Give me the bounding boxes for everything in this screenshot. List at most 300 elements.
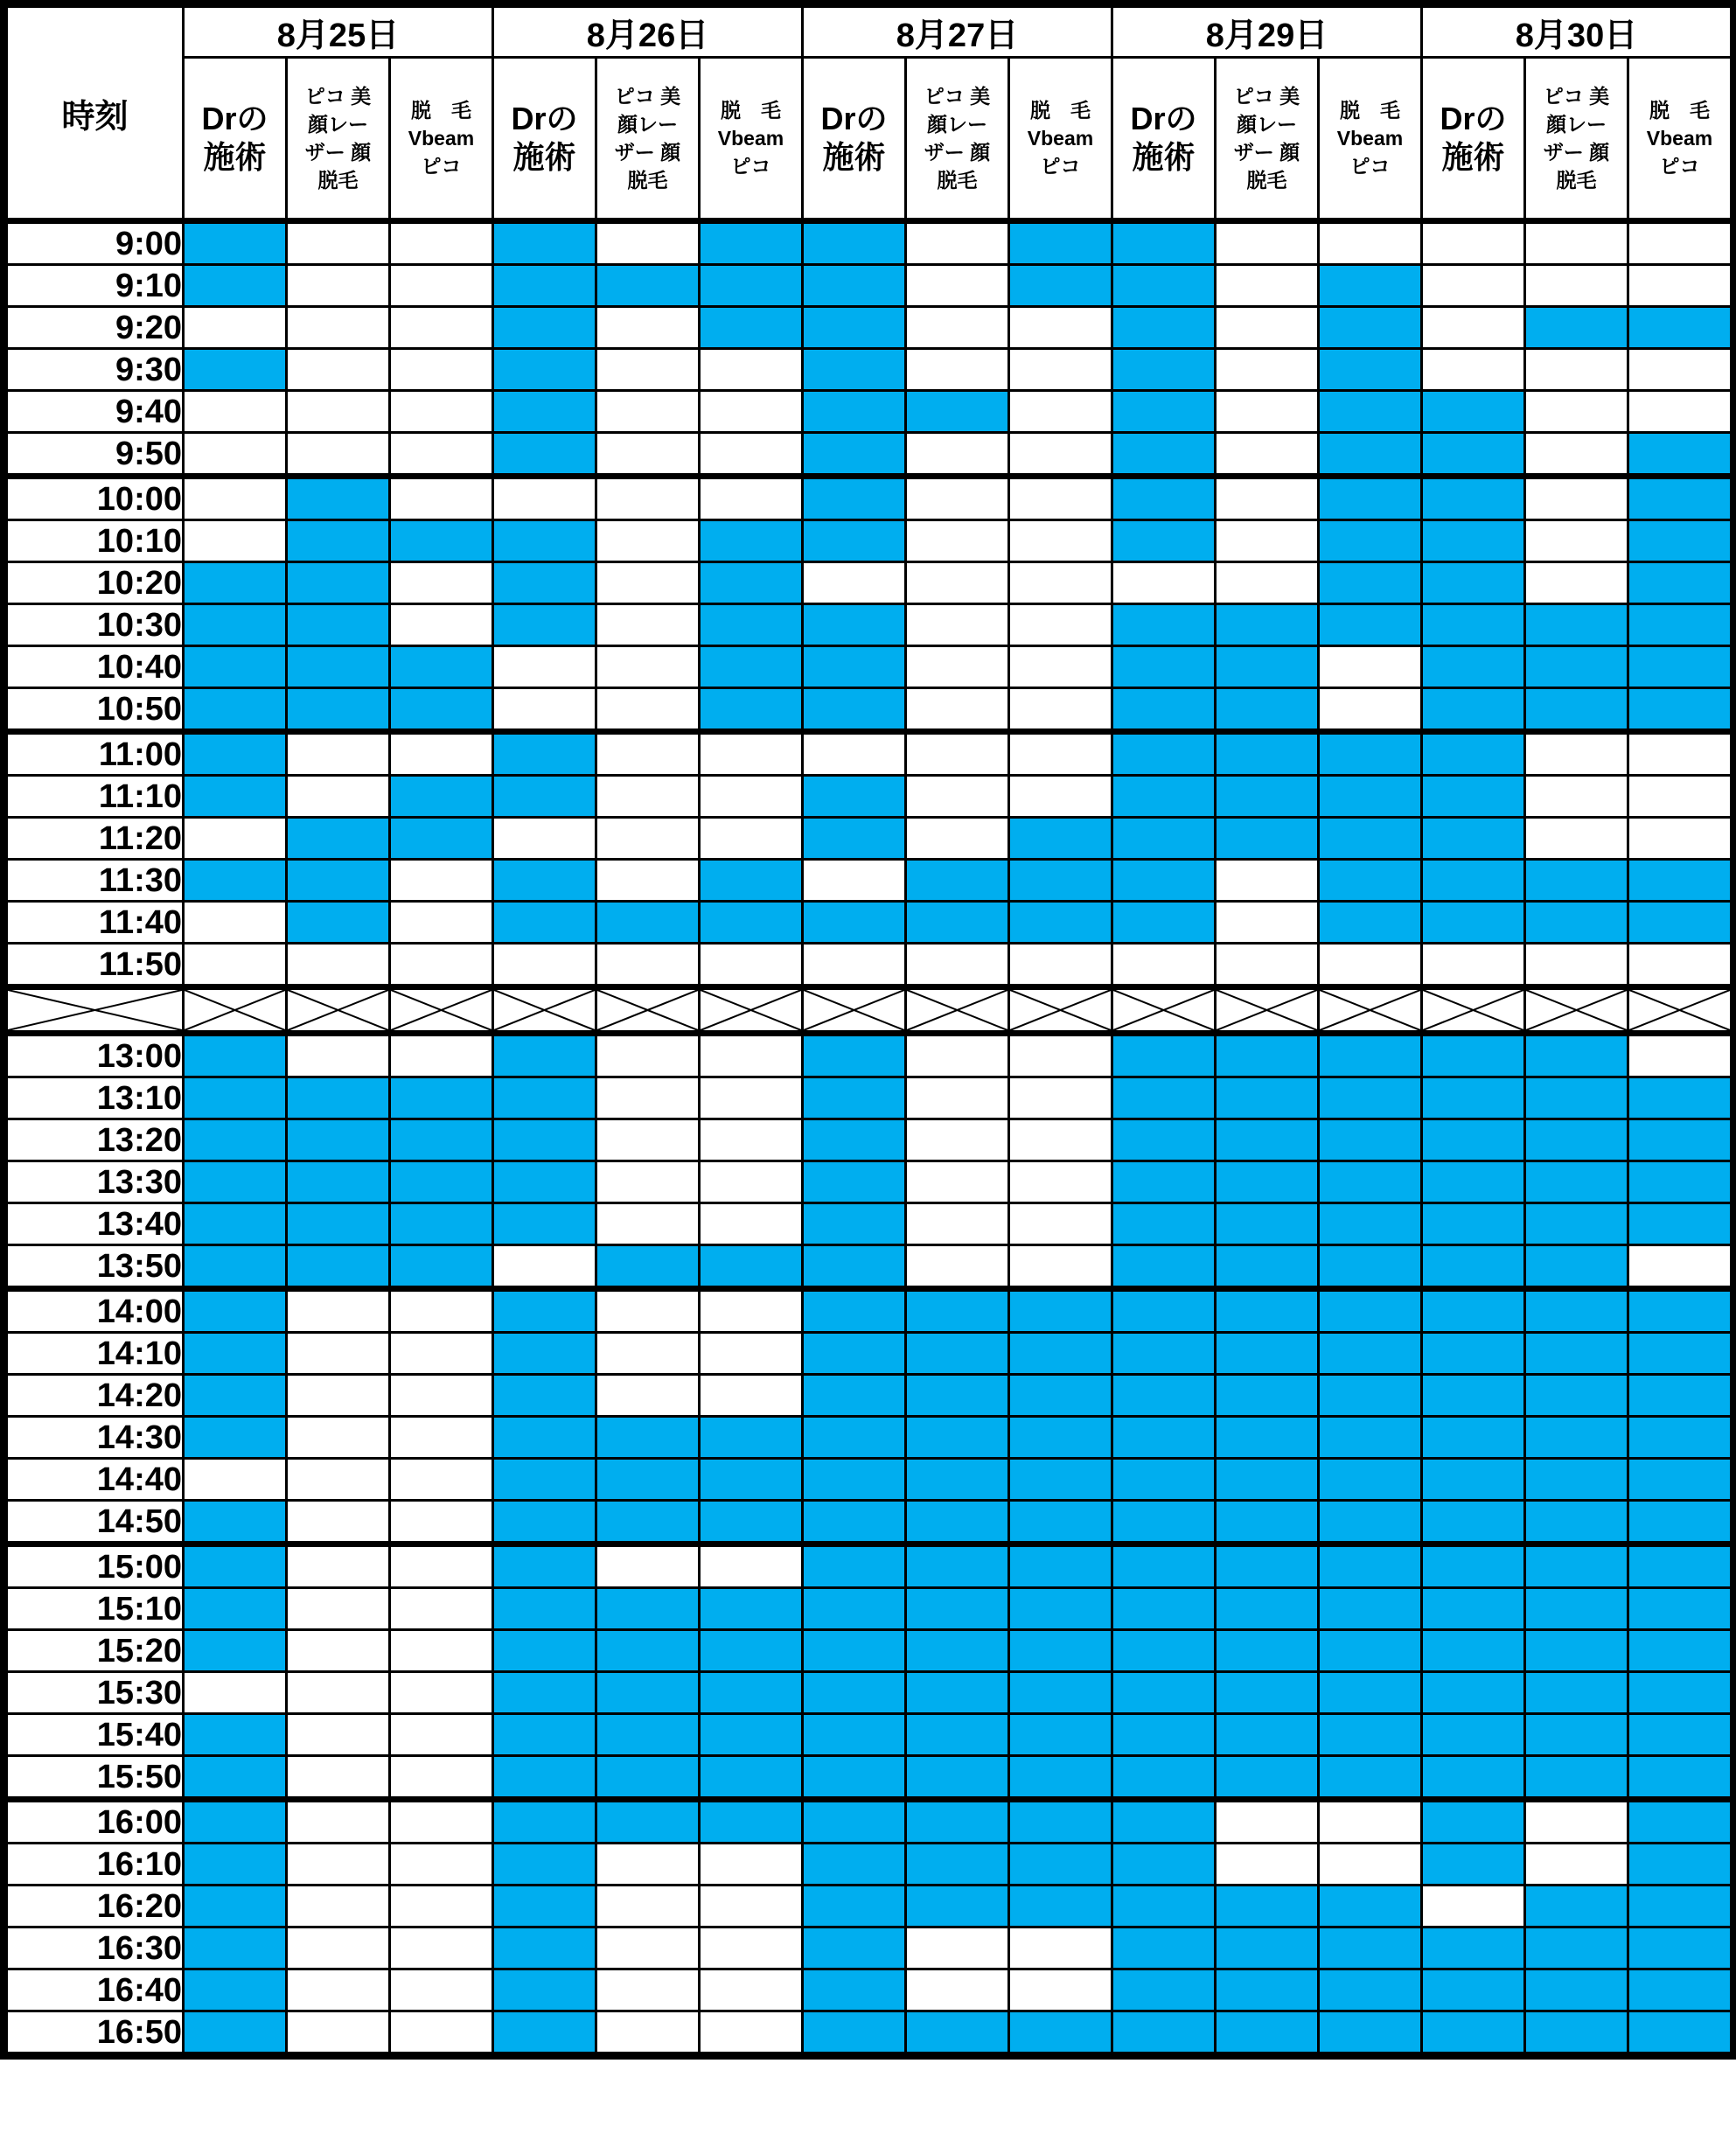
free-slot-cell[interactable] [1628, 349, 1732, 391]
booked-slot-cell[interactable] [287, 1119, 390, 1161]
booked-slot-cell[interactable] [1216, 1630, 1319, 1672]
booked-slot-cell[interactable] [1009, 860, 1112, 902]
booked-slot-cell[interactable] [1525, 1119, 1628, 1161]
booked-slot-cell[interactable] [700, 221, 803, 265]
booked-slot-cell[interactable] [906, 1501, 1009, 1544]
free-slot-cell[interactable] [1009, 776, 1112, 818]
booked-slot-cell[interactable] [493, 1034, 596, 1077]
free-slot-cell[interactable] [906, 221, 1009, 265]
booked-slot-cell[interactable] [493, 1333, 596, 1375]
booked-slot-cell[interactable] [493, 1844, 596, 1886]
booked-slot-cell[interactable] [803, 1800, 906, 1844]
booked-slot-cell[interactable] [390, 688, 493, 732]
booked-slot-cell[interactable] [287, 1245, 390, 1289]
booked-slot-cell[interactable] [1112, 1203, 1216, 1245]
booked-slot-cell[interactable] [596, 1672, 700, 1714]
booked-slot-cell[interactable] [1009, 1588, 1112, 1630]
free-slot-cell[interactable] [390, 1800, 493, 1844]
booked-slot-cell[interactable] [700, 1588, 803, 1630]
booked-slot-cell[interactable] [1112, 860, 1216, 902]
booked-slot-cell[interactable] [493, 1800, 596, 1844]
free-slot-cell[interactable] [906, 562, 1009, 604]
free-slot-cell[interactable] [390, 562, 493, 604]
booked-slot-cell[interactable] [1009, 1672, 1112, 1714]
booked-slot-cell[interactable] [1319, 1886, 1422, 1927]
free-slot-cell[interactable] [906, 307, 1009, 349]
free-slot-cell[interactable] [493, 688, 596, 732]
free-slot-cell[interactable] [184, 944, 287, 987]
booked-slot-cell[interactable] [184, 1501, 287, 1544]
free-slot-cell[interactable] [390, 1886, 493, 1927]
booked-slot-cell[interactable] [493, 1417, 596, 1459]
free-slot-cell[interactable] [390, 1630, 493, 1672]
booked-slot-cell[interactable] [1112, 520, 1216, 562]
free-slot-cell[interactable] [1009, 477, 1112, 520]
booked-slot-cell[interactable] [596, 1630, 700, 1672]
booked-slot-cell[interactable] [1112, 604, 1216, 646]
free-slot-cell[interactable] [1319, 646, 1422, 688]
booked-slot-cell[interactable] [184, 776, 287, 818]
booked-slot-cell[interactable] [596, 1417, 700, 1459]
free-slot-cell[interactable] [1009, 307, 1112, 349]
booked-slot-cell[interactable] [287, 902, 390, 944]
free-slot-cell[interactable] [493, 944, 596, 987]
booked-slot-cell[interactable] [700, 520, 803, 562]
booked-slot-cell[interactable] [1422, 1800, 1525, 1844]
booked-slot-cell[interactable] [1422, 646, 1525, 688]
booked-slot-cell[interactable] [803, 1844, 906, 1886]
booked-slot-cell[interactable] [803, 477, 906, 520]
free-slot-cell[interactable] [700, 1034, 803, 1077]
booked-slot-cell[interactable] [1216, 1588, 1319, 1630]
booked-slot-cell[interactable] [1525, 1459, 1628, 1501]
booked-slot-cell[interactable] [1319, 1630, 1422, 1672]
booked-slot-cell[interactable] [1112, 477, 1216, 520]
booked-slot-cell[interactable] [700, 902, 803, 944]
free-slot-cell[interactable] [1628, 732, 1732, 776]
free-slot-cell[interactable] [906, 1245, 1009, 1289]
free-slot-cell[interactable] [700, 349, 803, 391]
free-slot-cell[interactable] [906, 1927, 1009, 1969]
booked-slot-cell[interactable] [1422, 1672, 1525, 1714]
booked-slot-cell[interactable] [1628, 1417, 1732, 1459]
booked-slot-cell[interactable] [493, 1630, 596, 1672]
free-slot-cell[interactable] [1525, 477, 1628, 520]
booked-slot-cell[interactable] [803, 1375, 906, 1417]
booked-slot-cell[interactable] [1319, 1756, 1422, 1800]
booked-slot-cell[interactable] [287, 604, 390, 646]
free-slot-cell[interactable] [184, 1459, 287, 1501]
booked-slot-cell[interactable] [1422, 1203, 1525, 1245]
free-slot-cell[interactable] [700, 1927, 803, 1969]
booked-slot-cell[interactable] [803, 1161, 906, 1203]
booked-slot-cell[interactable] [493, 1756, 596, 1800]
free-slot-cell[interactable] [596, 1077, 700, 1119]
booked-slot-cell[interactable] [1525, 1630, 1628, 1672]
free-slot-cell[interactable] [287, 1756, 390, 1800]
free-slot-cell[interactable] [390, 1417, 493, 1459]
free-slot-cell[interactable] [596, 604, 700, 646]
free-slot-cell[interactable] [287, 1417, 390, 1459]
free-slot-cell[interactable] [1009, 1969, 1112, 2011]
free-slot-cell[interactable] [390, 265, 493, 307]
free-slot-cell[interactable] [1009, 1034, 1112, 1077]
booked-slot-cell[interactable] [1216, 688, 1319, 732]
booked-slot-cell[interactable] [803, 1077, 906, 1119]
free-slot-cell[interactable] [596, 1886, 700, 1927]
booked-slot-cell[interactable] [184, 688, 287, 732]
free-slot-cell[interactable] [184, 307, 287, 349]
booked-slot-cell[interactable] [1422, 818, 1525, 860]
booked-slot-cell[interactable] [700, 1501, 803, 1544]
booked-slot-cell[interactable] [1422, 1375, 1525, 1417]
booked-slot-cell[interactable] [1319, 1375, 1422, 1417]
booked-slot-cell[interactable] [700, 860, 803, 902]
free-slot-cell[interactable] [390, 2011, 493, 2053]
booked-slot-cell[interactable] [1319, 307, 1422, 349]
booked-slot-cell[interactable] [1319, 391, 1422, 433]
booked-slot-cell[interactable] [1216, 1034, 1319, 1077]
booked-slot-cell[interactable] [1216, 1333, 1319, 1375]
free-slot-cell[interactable] [1319, 944, 1422, 987]
booked-slot-cell[interactable] [1009, 1289, 1112, 1333]
booked-slot-cell[interactable] [1319, 349, 1422, 391]
free-slot-cell[interactable] [287, 433, 390, 477]
booked-slot-cell[interactable] [287, 688, 390, 732]
booked-slot-cell[interactable] [803, 1756, 906, 1800]
booked-slot-cell[interactable] [1009, 1714, 1112, 1756]
booked-slot-cell[interactable] [1525, 1333, 1628, 1375]
free-slot-cell[interactable] [390, 944, 493, 987]
booked-slot-cell[interactable] [1525, 1927, 1628, 1969]
free-slot-cell[interactable] [1112, 944, 1216, 987]
free-slot-cell[interactable] [493, 1245, 596, 1289]
booked-slot-cell[interactable] [700, 265, 803, 307]
booked-slot-cell[interactable] [1112, 1969, 1216, 2011]
free-slot-cell[interactable] [287, 2011, 390, 2053]
booked-slot-cell[interactable] [1628, 1544, 1732, 1588]
booked-slot-cell[interactable] [1319, 433, 1422, 477]
free-slot-cell[interactable] [596, 1203, 700, 1245]
free-slot-cell[interactable] [700, 1544, 803, 1588]
booked-slot-cell[interactable] [1525, 1544, 1628, 1588]
free-slot-cell[interactable] [906, 776, 1009, 818]
free-slot-cell[interactable] [287, 349, 390, 391]
free-slot-cell[interactable] [287, 1800, 390, 1844]
free-slot-cell[interactable] [906, 1034, 1009, 1077]
booked-slot-cell[interactable] [803, 349, 906, 391]
booked-slot-cell[interactable] [1525, 1245, 1628, 1289]
booked-slot-cell[interactable] [906, 1800, 1009, 1844]
booked-slot-cell[interactable] [1319, 860, 1422, 902]
free-slot-cell[interactable] [1525, 520, 1628, 562]
free-slot-cell[interactable] [596, 818, 700, 860]
booked-slot-cell[interactable] [1319, 1927, 1422, 1969]
free-slot-cell[interactable] [1525, 944, 1628, 987]
booked-slot-cell[interactable] [493, 1501, 596, 1544]
free-slot-cell[interactable] [390, 1289, 493, 1333]
free-slot-cell[interactable] [390, 1588, 493, 1630]
booked-slot-cell[interactable] [390, 1245, 493, 1289]
booked-slot-cell[interactable] [1009, 1886, 1112, 1927]
booked-slot-cell[interactable] [184, 221, 287, 265]
booked-slot-cell[interactable] [1422, 477, 1525, 520]
free-slot-cell[interactable] [390, 1756, 493, 1800]
booked-slot-cell[interactable] [1319, 776, 1422, 818]
booked-slot-cell[interactable] [700, 688, 803, 732]
free-slot-cell[interactable] [1009, 520, 1112, 562]
booked-slot-cell[interactable] [1628, 1161, 1732, 1203]
booked-slot-cell[interactable] [1216, 1544, 1319, 1588]
booked-slot-cell[interactable] [1525, 1034, 1628, 1077]
booked-slot-cell[interactable] [184, 1844, 287, 1886]
free-slot-cell[interactable] [390, 1544, 493, 1588]
booked-slot-cell[interactable] [700, 307, 803, 349]
booked-slot-cell[interactable] [1319, 1333, 1422, 1375]
booked-slot-cell[interactable] [1112, 265, 1216, 307]
free-slot-cell[interactable] [906, 688, 1009, 732]
booked-slot-cell[interactable] [493, 732, 596, 776]
free-slot-cell[interactable] [1525, 391, 1628, 433]
booked-slot-cell[interactable] [184, 1245, 287, 1289]
free-slot-cell[interactable] [1009, 1245, 1112, 1289]
free-slot-cell[interactable] [906, 520, 1009, 562]
booked-slot-cell[interactable] [1422, 776, 1525, 818]
free-slot-cell[interactable] [906, 1969, 1009, 2011]
booked-slot-cell[interactable] [184, 1375, 287, 1417]
booked-slot-cell[interactable] [700, 1245, 803, 1289]
free-slot-cell[interactable] [700, 818, 803, 860]
booked-slot-cell[interactable] [906, 1630, 1009, 1672]
booked-slot-cell[interactable] [287, 818, 390, 860]
booked-slot-cell[interactable] [1112, 1588, 1216, 1630]
free-slot-cell[interactable] [390, 1034, 493, 1077]
booked-slot-cell[interactable] [1525, 2011, 1628, 2053]
free-slot-cell[interactable] [596, 776, 700, 818]
free-slot-cell[interactable] [390, 307, 493, 349]
booked-slot-cell[interactable] [1009, 1333, 1112, 1375]
booked-slot-cell[interactable] [803, 1714, 906, 1756]
free-slot-cell[interactable] [596, 1969, 700, 2011]
booked-slot-cell[interactable] [493, 1375, 596, 1417]
booked-slot-cell[interactable] [390, 646, 493, 688]
free-slot-cell[interactable] [700, 1375, 803, 1417]
free-slot-cell[interactable] [700, 1161, 803, 1203]
booked-slot-cell[interactable] [1009, 265, 1112, 307]
booked-slot-cell[interactable] [1216, 776, 1319, 818]
booked-slot-cell[interactable] [287, 562, 390, 604]
booked-slot-cell[interactable] [1422, 1756, 1525, 1800]
booked-slot-cell[interactable] [1628, 1289, 1732, 1333]
free-slot-cell[interactable] [1216, 265, 1319, 307]
free-slot-cell[interactable] [1216, 391, 1319, 433]
booked-slot-cell[interactable] [1422, 1161, 1525, 1203]
free-slot-cell[interactable] [700, 1886, 803, 1927]
free-slot-cell[interactable] [1009, 688, 1112, 732]
booked-slot-cell[interactable] [1319, 1289, 1422, 1333]
free-slot-cell[interactable] [287, 265, 390, 307]
booked-slot-cell[interactable] [1422, 604, 1525, 646]
free-slot-cell[interactable] [1525, 818, 1628, 860]
booked-slot-cell[interactable] [1628, 1119, 1732, 1161]
free-slot-cell[interactable] [1216, 902, 1319, 944]
free-slot-cell[interactable] [1216, 1844, 1319, 1886]
booked-slot-cell[interactable] [1525, 604, 1628, 646]
booked-slot-cell[interactable] [1112, 391, 1216, 433]
free-slot-cell[interactable] [1216, 307, 1319, 349]
booked-slot-cell[interactable] [700, 1800, 803, 1844]
free-slot-cell[interactable] [1216, 1800, 1319, 1844]
booked-slot-cell[interactable] [906, 1544, 1009, 1588]
booked-slot-cell[interactable] [906, 1714, 1009, 1756]
booked-slot-cell[interactable] [184, 1289, 287, 1333]
free-slot-cell[interactable] [700, 776, 803, 818]
booked-slot-cell[interactable] [803, 1969, 906, 2011]
booked-slot-cell[interactable] [1319, 1969, 1422, 2011]
free-slot-cell[interactable] [287, 1544, 390, 1588]
booked-slot-cell[interactable] [1422, 1927, 1525, 1969]
booked-slot-cell[interactable] [1216, 1203, 1319, 1245]
booked-slot-cell[interactable] [287, 860, 390, 902]
booked-slot-cell[interactable] [1112, 902, 1216, 944]
booked-slot-cell[interactable] [493, 1289, 596, 1333]
booked-slot-cell[interactable] [493, 562, 596, 604]
free-slot-cell[interactable] [906, 1077, 1009, 1119]
booked-slot-cell[interactable] [596, 265, 700, 307]
booked-slot-cell[interactable] [493, 349, 596, 391]
free-slot-cell[interactable] [287, 1969, 390, 2011]
free-slot-cell[interactable] [906, 433, 1009, 477]
booked-slot-cell[interactable] [1628, 1077, 1732, 1119]
booked-slot-cell[interactable] [184, 1714, 287, 1756]
free-slot-cell[interactable] [596, 1034, 700, 1077]
booked-slot-cell[interactable] [803, 818, 906, 860]
free-slot-cell[interactable] [1009, 1927, 1112, 1969]
free-slot-cell[interactable] [1319, 1844, 1422, 1886]
free-slot-cell[interactable] [1525, 433, 1628, 477]
free-slot-cell[interactable] [803, 562, 906, 604]
booked-slot-cell[interactable] [803, 391, 906, 433]
booked-slot-cell[interactable] [1319, 1034, 1422, 1077]
booked-slot-cell[interactable] [803, 265, 906, 307]
free-slot-cell[interactable] [596, 391, 700, 433]
free-slot-cell[interactable] [390, 477, 493, 520]
booked-slot-cell[interactable] [1216, 1756, 1319, 1800]
booked-slot-cell[interactable] [1112, 1289, 1216, 1333]
free-slot-cell[interactable] [287, 1459, 390, 1501]
free-slot-cell[interactable] [906, 265, 1009, 307]
booked-slot-cell[interactable] [390, 776, 493, 818]
booked-slot-cell[interactable] [1112, 1756, 1216, 1800]
booked-slot-cell[interactable] [1216, 1927, 1319, 1969]
free-slot-cell[interactable] [1216, 944, 1319, 987]
booked-slot-cell[interactable] [184, 562, 287, 604]
free-slot-cell[interactable] [1009, 646, 1112, 688]
booked-slot-cell[interactable] [1112, 1333, 1216, 1375]
free-slot-cell[interactable] [1628, 1034, 1732, 1077]
free-slot-cell[interactable] [803, 732, 906, 776]
booked-slot-cell[interactable] [803, 776, 906, 818]
booked-slot-cell[interactable] [1422, 433, 1525, 477]
booked-slot-cell[interactable] [1009, 1800, 1112, 1844]
booked-slot-cell[interactable] [1628, 860, 1732, 902]
booked-slot-cell[interactable] [1422, 2011, 1525, 2053]
booked-slot-cell[interactable] [1112, 1927, 1216, 1969]
booked-slot-cell[interactable] [287, 1161, 390, 1203]
free-slot-cell[interactable] [906, 477, 1009, 520]
booked-slot-cell[interactable] [1009, 1417, 1112, 1459]
booked-slot-cell[interactable] [1422, 1289, 1525, 1333]
free-slot-cell[interactable] [287, 1927, 390, 1969]
booked-slot-cell[interactable] [493, 776, 596, 818]
free-slot-cell[interactable] [1422, 307, 1525, 349]
booked-slot-cell[interactable] [700, 646, 803, 688]
booked-slot-cell[interactable] [493, 1886, 596, 1927]
booked-slot-cell[interactable] [493, 221, 596, 265]
booked-slot-cell[interactable] [390, 520, 493, 562]
free-slot-cell[interactable] [1216, 477, 1319, 520]
booked-slot-cell[interactable] [1009, 2011, 1112, 2053]
booked-slot-cell[interactable] [1525, 1672, 1628, 1714]
free-slot-cell[interactable] [596, 1119, 700, 1161]
free-slot-cell[interactable] [390, 860, 493, 902]
booked-slot-cell[interactable] [803, 1927, 906, 1969]
free-slot-cell[interactable] [390, 221, 493, 265]
booked-slot-cell[interactable] [1628, 562, 1732, 604]
free-slot-cell[interactable] [1422, 349, 1525, 391]
booked-slot-cell[interactable] [1319, 902, 1422, 944]
free-slot-cell[interactable] [1112, 562, 1216, 604]
free-slot-cell[interactable] [1216, 349, 1319, 391]
free-slot-cell[interactable] [1525, 1800, 1628, 1844]
booked-slot-cell[interactable] [184, 1886, 287, 1927]
booked-slot-cell[interactable] [1112, 1417, 1216, 1459]
free-slot-cell[interactable] [1009, 732, 1112, 776]
booked-slot-cell[interactable] [1009, 1756, 1112, 1800]
free-slot-cell[interactable] [1009, 1161, 1112, 1203]
free-slot-cell[interactable] [287, 1672, 390, 1714]
booked-slot-cell[interactable] [803, 688, 906, 732]
booked-slot-cell[interactable] [1319, 1672, 1422, 1714]
booked-slot-cell[interactable] [1525, 902, 1628, 944]
free-slot-cell[interactable] [596, 1375, 700, 1417]
booked-slot-cell[interactable] [906, 1672, 1009, 1714]
booked-slot-cell[interactable] [1112, 1886, 1216, 1927]
booked-slot-cell[interactable] [493, 520, 596, 562]
booked-slot-cell[interactable] [1009, 818, 1112, 860]
booked-slot-cell[interactable] [1628, 1844, 1732, 1886]
free-slot-cell[interactable] [596, 562, 700, 604]
free-slot-cell[interactable] [906, 732, 1009, 776]
booked-slot-cell[interactable] [906, 391, 1009, 433]
free-slot-cell[interactable] [596, 2011, 700, 2053]
booked-slot-cell[interactable] [493, 1544, 596, 1588]
free-slot-cell[interactable] [390, 1459, 493, 1501]
booked-slot-cell[interactable] [1319, 1161, 1422, 1203]
free-slot-cell[interactable] [906, 1161, 1009, 1203]
booked-slot-cell[interactable] [184, 1417, 287, 1459]
booked-slot-cell[interactable] [1112, 1672, 1216, 1714]
booked-slot-cell[interactable] [1422, 1333, 1525, 1375]
free-slot-cell[interactable] [390, 433, 493, 477]
booked-slot-cell[interactable] [493, 307, 596, 349]
booked-slot-cell[interactable] [803, 902, 906, 944]
free-slot-cell[interactable] [1009, 349, 1112, 391]
booked-slot-cell[interactable] [1319, 1203, 1422, 1245]
booked-slot-cell[interactable] [1628, 1588, 1732, 1630]
free-slot-cell[interactable] [700, 391, 803, 433]
free-slot-cell[interactable] [700, 1289, 803, 1333]
